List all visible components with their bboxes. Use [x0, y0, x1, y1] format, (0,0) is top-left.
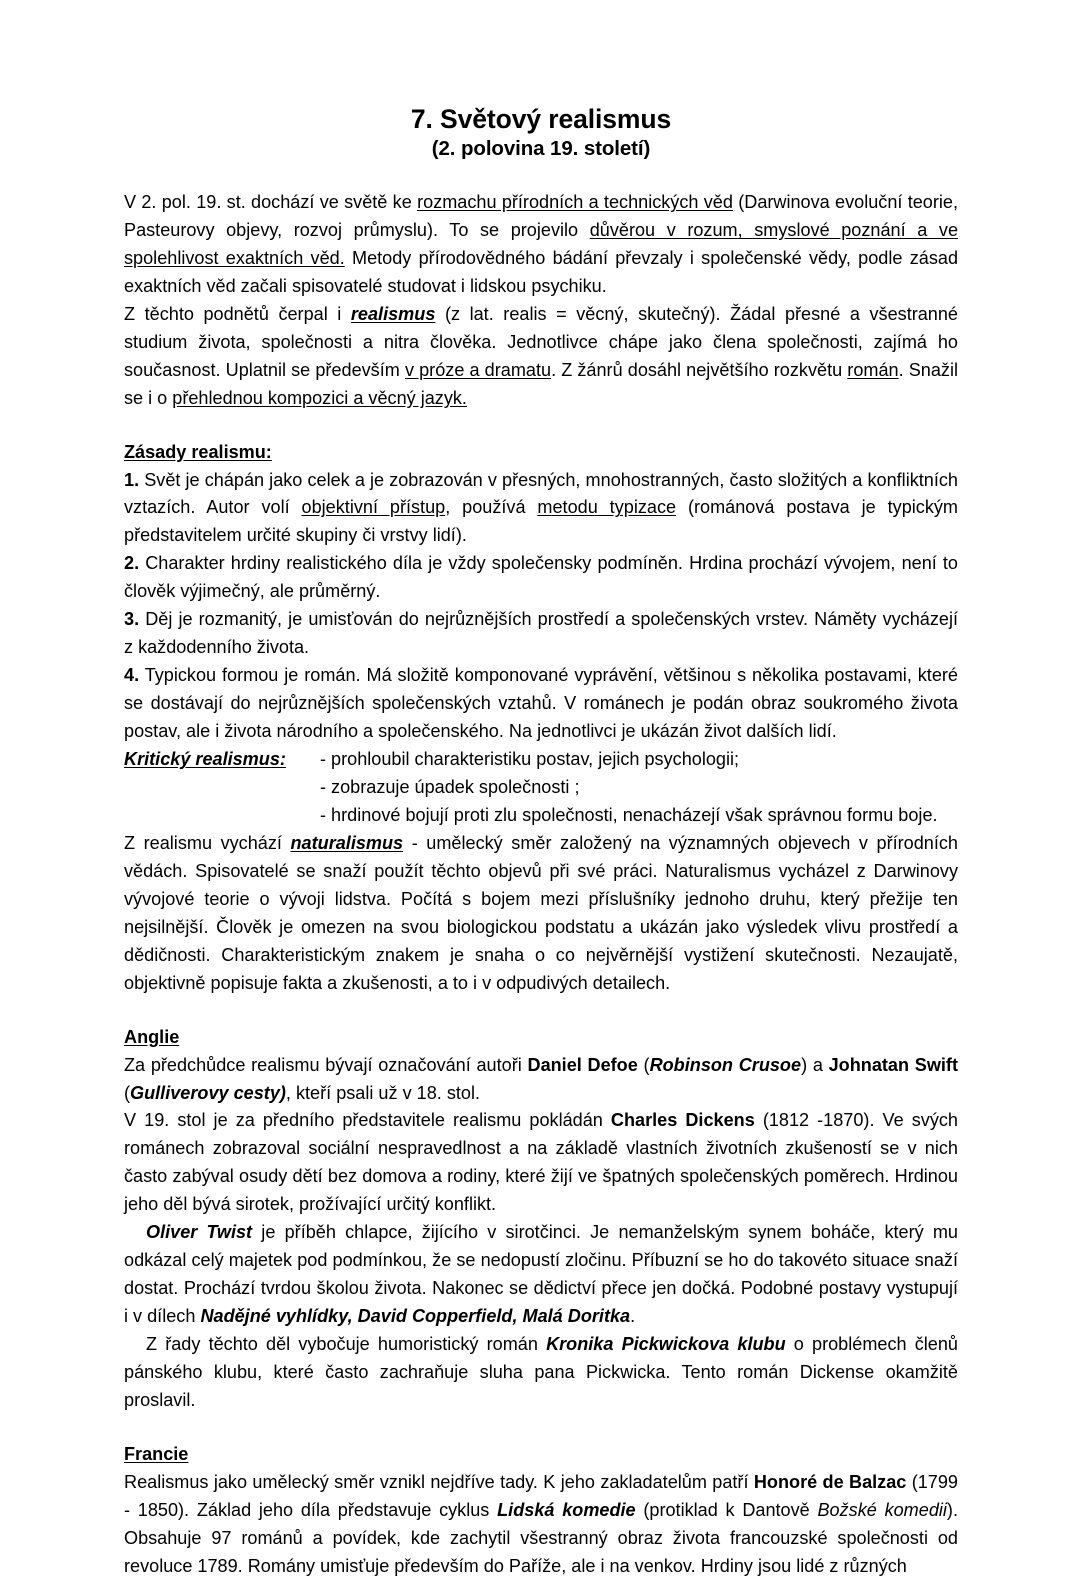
kriticky-label-wrap — [124, 746, 320, 774]
anglie-text-1b: ( — [637, 1054, 650, 1075]
francie-text-1a: Realismus jako umělecký směr vznikl nejdříve tady. K jeho zakladatelům patří — [124, 1471, 754, 1492]
zasady-text-2: Charakter hrdiny realistického díla je vždy společensky podmíněn. Hrdina prochází vývojem, není to člověk výjimečný, ale průměrný. — [124, 553, 958, 602]
zasady-num-1: 1. — [124, 469, 140, 490]
zasady-text-1a: Svět je chápán jako celek a je zobrazován v přesných, mnohostranných, často složitých a konfliktních vztazích. Autor volí — [124, 469, 958, 518]
intro2-underline-2: román — [847, 359, 899, 380]
paragraph-zasady-4 — [124, 662, 958, 746]
anglie-text-3b: . — [630, 1306, 636, 1327]
zasady-underline-2: metodu typizace — [537, 497, 677, 518]
kriticky-items — [320, 746, 958, 830]
work-kronika-pickwickova-klubu: Kronika Pickwickova klubu — [546, 1334, 786, 1355]
paragraph-zasady-2 — [124, 550, 958, 606]
zasady-underline-1: objektivní přístup — [301, 497, 446, 518]
intro-text-b: (Darwinova evoluční teorie, Pasteurovy objevy, rozvoj průmyslu). To se projevilo — [124, 191, 959, 240]
works-dickens-list: Nadějné vyhlídky, David Copperfield, Malá Doritka — [200, 1306, 631, 1327]
naturalismus-text-a: Z realismu vychází — [124, 832, 291, 853]
document-body — [124, 189, 958, 1581]
anglie-text-1a: Za předchůdce realismu bývají označování autoři — [124, 1054, 528, 1075]
heading-zasady-line — [124, 439, 958, 467]
anglie-text-2a: V 19. stol je za předního představitele realismu pokládán — [124, 1110, 611, 1131]
work-bozske-komedii: Božské komedii — [817, 1499, 947, 1520]
heading-francie-line — [124, 1441, 958, 1469]
paragraph-zasady-3 — [124, 606, 958, 662]
kriticky-item: - prohloubil charakteristiku postav, jejich psychologii; — [320, 749, 740, 770]
paragraph-intro-2 — [124, 301, 958, 413]
intro2-text-a: Z těchto podnětů čerpal i — [124, 303, 351, 324]
anglie-text-4b: o problémech členů pánského klubu, které často zachraňuje sluha pana Pickwicka. Tento román Dickense okamžitě proslavil. — [124, 1334, 958, 1410]
heading-zasady: Zásady realismu: — [124, 441, 272, 462]
page-subtitle: (2. polovina 19. století) — [431, 136, 651, 160]
zasady-num-4: 4. — [124, 665, 140, 686]
paragraph-zasady-1 — [124, 467, 958, 551]
paragraph-anglie-1 — [124, 1052, 958, 1108]
paragraph-anglie-2 — [124, 1107, 958, 1219]
work-oliver-twist: Oliver Twist — [146, 1222, 253, 1243]
kriticky-realismus-block — [124, 746, 958, 830]
spacer — [124, 1415, 958, 1441]
author-johnatan-swift: Johnatan Swift — [828, 1054, 958, 1075]
paragraph-anglie-4 — [124, 1331, 958, 1415]
intro2-text-d: . Snažil se i o — [124, 359, 959, 408]
intro-text-c: Metody přírodovědného bádání převzaly i společenské vědy, podle zásad exaktních věd začali spisovatelé studovat i lidskou psychiku. — [124, 247, 959, 296]
zasady-num-3: 3. — [124, 609, 140, 630]
heading-anglie: Anglie — [124, 1026, 180, 1047]
spacer — [124, 998, 958, 1024]
anglie-text-4a: Z řady těchto děl vybočuje humoristický román — [146, 1334, 547, 1355]
kriticky-item: - hrdinové bojují proti zlu společnosti, nenacházejí však správnou formu boje. — [320, 804, 938, 825]
intro2-underline-3: přehlednou kompozici a věcný jazyk. — [172, 387, 467, 408]
term-naturalismus: naturalismus — [290, 832, 404, 853]
author-charles-dickens: Charles Dickens — [610, 1110, 755, 1131]
anglie-text-2b: (1812 -1870). Ve svých románech zobrazoval sociální nespravedlnost a na základě vlastních životních zkušeností se v nich často zabýval osudy dětí bez domova a rodiny, které žijí ve špatných společenských poměrech. Hrdinou jeho děl bývá sirotek, prožívající určitý konflikt. — [124, 1110, 958, 1215]
heading-anglie-line — [124, 1024, 958, 1052]
naturalismus-text-b: - umělecký směr založený na významných objevech v přírodních vědách. Spisovatelé se snaží použít těchto objevů při své práci. Naturalismus vycházel z Darwinovy vývojové teorie o vývoji lidstva. Počítá s bojem mezi příslušníky jednoho druhu, který přežije ten nejsilnější. Člověk je omezen na svou biologickou podstatu a ukázán jako výsledek vlivu prostředí a dědičnosti. Charakteristickým znakem je snaha o co nejvěrnější vystižení skutečnosti. Nezaujatě, objektivně popisuje fakta a zkušenosti, a to i v odpudivých detailech. — [124, 832, 958, 993]
francie-text-1d: ). Obsahuje 97 románů a povídek, kde zachytil všestranný obraz života francouzské společnosti od revoluce 1789. Romány umisťuje především do Paříže, ale i na venkov. Hrdiny jsou lidé z různých — [124, 1499, 958, 1576]
paragraph-anglie-3 — [124, 1219, 958, 1331]
zasady-text-3: Děj je rozmanitý, je umisťován do nejrůznějších prostředí a společenských vrstev. Náměty vycházejí z každodenního života. — [124, 609, 958, 658]
anglie-text-1d: ( — [124, 1082, 131, 1103]
kriticky-label: Kritický realismus: — [124, 749, 286, 770]
author-honore-de-balzac: Honoré de Balzac — [753, 1471, 907, 1492]
zasady-text-1c: (románová postava je typickým představitelem určité skupiny či vrstvy lidí). — [124, 497, 958, 546]
page-title: 7. Světový realismus — [410, 104, 672, 134]
intro2-underline-1: v próze a dramatu — [404, 359, 552, 380]
anglie-text-1e: , kteří psali už v 18. stol. — [285, 1082, 481, 1103]
kriticky-item: - zobrazuje úpadek společnosti ; — [320, 776, 580, 797]
term-realismus: realismus — [350, 303, 436, 324]
intro-underline-2: důvěrou v rozum, smyslové poznání a ve spolehlivost exaktních věd. — [124, 219, 959, 268]
spacer — [124, 413, 958, 439]
intro-text-a: V 2. pol. 19. st. dochází ve světě ke — [124, 191, 418, 212]
intro2-text-c: . Z žánrů dosáhl největšího rozkvětu — [551, 359, 848, 380]
work-gulliverovy-cesty: Gulliverovy cesty) — [130, 1082, 286, 1103]
zasady-text-1b: , používá — [445, 497, 538, 518]
anglie-text-3a: je příběh chlapce, žijícího v sirotčinci. Je nemanželským synem boháče, který mu odkázal celý majetek pod podmínkou, že se nedopustí zločinu. Příbuzní se ho do takovéto situace snaží dostat. Prochází tvrdou školou života. Nakonec se dědictví přece jen dočká. Podobné postavy vystupují i v dílech — [124, 1222, 958, 1327]
paragraph-intro-1 — [124, 189, 958, 301]
paragraph-francie-1 — [124, 1469, 958, 1581]
work-lidska-komedie: Lidská komedie — [497, 1499, 636, 1520]
zasady-num-2: 2. — [124, 553, 140, 574]
francie-text-1c: (protiklad k Dantově — [635, 1499, 818, 1520]
author-daniel-defoe: Daniel Defoe — [527, 1054, 638, 1075]
francie-text-1b: (1799 - 1850). Základ jeho díla představuje cyklus — [124, 1471, 958, 1520]
paragraph-naturalismus — [124, 830, 958, 998]
intro2-text-b: (z lat. realis = věcný, skutečný). Žádal přesné a všestranné studium života, společnosti a nitra člověka. Jednotlivce chápe jako člena společnosti, zajímá ho současnost. Uplatnil se především — [124, 303, 958, 380]
work-robinson-crusoe: Robinson Crusoe — [649, 1054, 802, 1075]
heading-francie: Francie — [124, 1443, 189, 1464]
zasady-text-4: Typickou formou je román. Má složitě komponované vyprávění, většinou s několika postavami, které se dostávají do nejrůznějších společenských vztahů. V románech je podán obraz soukromého života postav, ale i života národního a společenského. Na jednotlivci je ukázán život dalších lidí. — [124, 665, 958, 742]
intro-underline-1: rozmachu přírodních a technických věd — [417, 191, 733, 212]
anglie-text-1c: ) a — [801, 1054, 829, 1075]
